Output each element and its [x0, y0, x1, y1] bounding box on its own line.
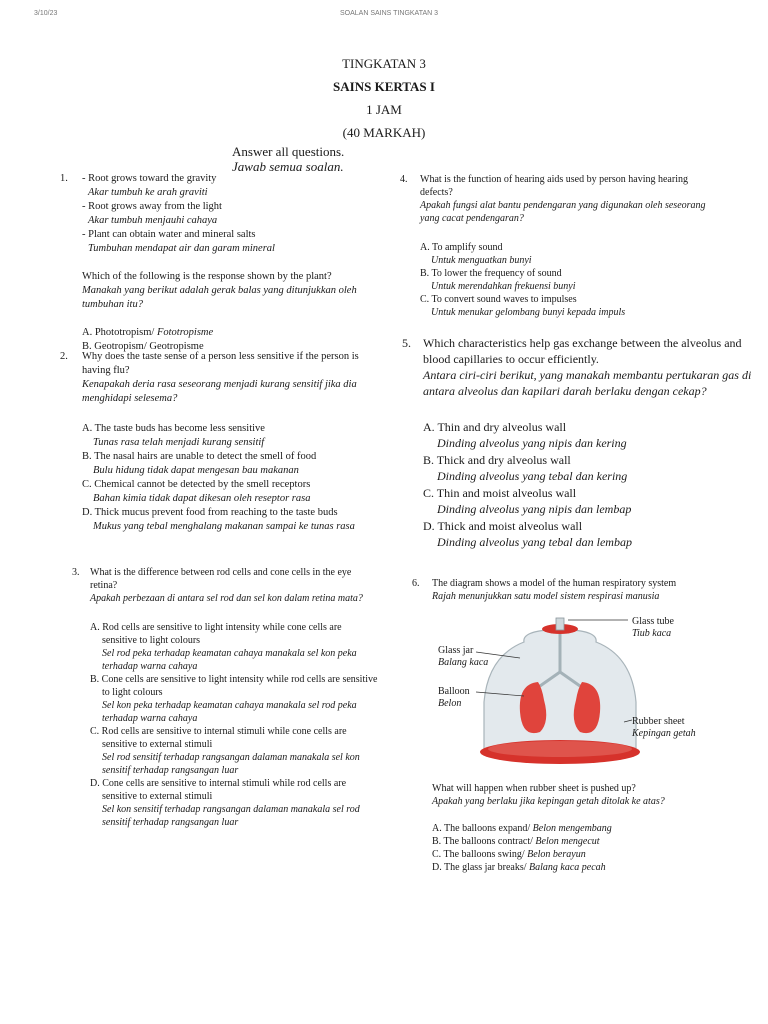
q1-stmt-1-ms: Akar tumbuh ke arah graviti — [88, 187, 208, 198]
q3-question-ms: Apakah perbezaan di antara sel rod dan sel kon dalam retina mata? — [90, 593, 363, 604]
q3-option-c: C. Rod cells are sensitive to internal stimuli while cone cells are sensitive to external stimuli Sel rod sensitif terhadap rangsangan dalaman manakala sel kon sensitif terhadap rangsangan luar — [90, 726, 360, 776]
q1-option-b-cut: B. Geotropism/ Geotropisme — [82, 341, 204, 352]
q1-option-a: A. Phototropism/ Fototropisme — [82, 327, 214, 338]
q5-question-en-2: blood capillaries to occur efficiently. — [423, 352, 599, 366]
q1-stmt-3-en: - Plant can obtain water and mineral salts — [82, 229, 256, 240]
q1-question-ms-2: tumbuhan itu? — [82, 299, 143, 310]
q4-option-c-ms: Untuk menukar gelombang bunyi kepada impuls — [431, 307, 626, 318]
q2-question-ms-1: Kenapakah deria rasa seseorang menjadi kurang sensitif jika dia — [82, 379, 357, 390]
q3-option-b: B. Cone cells are sensitive to light intensity while rod cells are sensitive to light colours Sel kon peka terhadap keamatan cahaya manakala sel rod peka terhadap warna cahaya — [90, 674, 378, 724]
label-glass-tube: Glass tube Tiub kaca — [632, 616, 674, 639]
q1-number: 1. — [60, 173, 68, 184]
title-form: TINGKATAN 3 — [342, 56, 426, 71]
q4-option-a-en: A. To amplify sound — [420, 242, 503, 253]
title-paper: SAINS KERTAS I — [333, 79, 435, 94]
q5-option-c-ms: Dinding alveolus yang nipis dan lembap — [437, 502, 632, 516]
q5-option-a-ms: Dinding alveolus yang nipis dan kering — [437, 436, 627, 450]
q5-question-ms-1: Antara ciri-ciri berikut, yang manakah membantu pertukaran gas di — [423, 368, 752, 382]
q3-question-en-1: What is the difference between rod cells and cone cells in the eye — [90, 567, 352, 578]
glass-tube — [556, 618, 564, 630]
q3-number: 3. — [72, 567, 80, 578]
q5-option-c-en: C. Thin and moist alveolus wall — [423, 486, 577, 500]
question-3 — [72, 566, 386, 829]
bell-jar-diagram — [436, 612, 736, 772]
q3-question-en-2: retina? — [90, 580, 118, 591]
q2-number: 2. — [60, 351, 68, 362]
question-1 — [60, 172, 382, 352]
q2-question-en-2: having flu? — [82, 365, 130, 376]
q5-option-d-en: D. Thick and moist alveolus wall — [423, 519, 583, 533]
q1-question-ms-1: Manakah yang berikut adalah gerak balas yang ditunjukkan oleh — [82, 285, 357, 296]
instructions — [232, 144, 344, 174]
q3-option-a: A. Rod cells are sensitive to light intensity while cone cells are sensitive to light colours Sel rod peka terhadap keamatan cahaya manakala sel kon peka terhadap warna cahaya — [90, 622, 357, 672]
q2-option-d-en: D. Thick mucus prevent food from reaching to the taste buds — [82, 507, 338, 518]
label-glass-jar: Glass jar Balang kaca — [438, 645, 489, 668]
q1-stmt-1-en: - Root grows toward the gravity — [82, 173, 217, 184]
page-header — [0, 10, 768, 22]
q4-number: 4. — [400, 174, 408, 185]
q6-option-c: C. The balloons swing/ Belon berayun — [432, 849, 586, 860]
q6-question-ms: Apakah yang berlaku jika kepingan getah ditolak ke atas? — [432, 796, 665, 807]
question-6 — [412, 577, 742, 603]
instruction-ms: Jawab semua soalan. — [232, 159, 344, 174]
q1-stmt-3-ms: Tumbuhan mendapat air dan garam mineral — [88, 243, 275, 254]
q2-option-d-ms: Mukus yang tebal menghalang makanan sampai ke tunas rasa — [93, 521, 355, 532]
q6-intro-ms: Rajah menunjukkan satu model sistem respirasi manusia — [432, 591, 660, 602]
q2-option-a-ms: Tunas rasa telah menjadi kurang sensitif — [93, 437, 265, 448]
question-2 — [60, 350, 382, 534]
q5-option-b-ms: Dinding alveolus yang tebal dan kering — [437, 469, 628, 483]
q2-option-c-en: C. Chemical cannot be detected by the smell receptors — [82, 479, 311, 490]
q3-option-d: D. Cone cells are sensitive to internal stimuli while rod cells are sensitive to external stimuli Sel kon sensitif terhadap rangsangan dalaman manakala sel rod sensitif terhadap rangsangan luar — [90, 778, 360, 828]
q4-question-en-1: What is the function of hearing aids used by person having hearing — [420, 174, 688, 185]
q6-question — [432, 782, 742, 874]
q6-option-b: B. The balloons contract/ Belon mengecut — [432, 836, 600, 847]
q1-stmt-2-ms: Akar tumbuh menjauhi cahaya — [88, 215, 218, 226]
q5-question-en-1: Which characteristics help gas exchange between the alveolus and — [423, 336, 742, 350]
q2-option-c-ms: Bahan kimia tidak dapat dikesan oleh reseptor rasa — [93, 493, 311, 504]
q1-question-en: Which of the following is the response shown by the plant? — [82, 271, 332, 282]
q1-stmt-2-en: - Root grows away from the light — [82, 201, 222, 212]
header-title: SOALAN SAINS TINGKATAN 3 — [340, 10, 439, 17]
title-duration: 1 JAM — [366, 102, 402, 117]
q5-option-b-en: B. Thick and dry alveolus wall — [423, 453, 571, 467]
q4-option-b-ms: Untuk merendahkan frekuensi bunyi — [431, 281, 576, 292]
q2-option-a-en: A. The taste buds has become less sensitive — [82, 423, 265, 434]
instruction-en: Answer all questions. — [232, 144, 345, 159]
q4-option-b-en: B. To lower the frequency of sound — [420, 268, 562, 279]
q2-option-b-ms: Bulu hidung tidak dapat mengesan bau makanan — [93, 465, 299, 476]
q2-option-b-en: B. The nasal hairs are unable to detect the smell of food — [82, 451, 317, 462]
q6-intro-en: The diagram shows a model of the human respiratory system — [432, 578, 677, 589]
header-date: 3/10/23 — [34, 10, 58, 17]
q5-option-a-en: A. Thin and dry alveolus wall — [423, 420, 567, 434]
q2-question-en-1: Why does the taste sense of a person less sensitive if the person is — [82, 351, 359, 362]
q4-option-a-ms: Untuk menguatkan bunyi — [431, 255, 532, 266]
q5-option-d-ms: Dinding alveolus yang tebal dan lembap — [437, 535, 632, 549]
q4-question-ms-2: yang cacat pendengaran? — [420, 213, 524, 224]
label-rubber-sheet: Rubber sheet Kepingan getah — [632, 716, 696, 739]
q4-question-en-2: defects? — [420, 187, 453, 198]
title-marks: (40 MARKAH) — [342, 125, 426, 140]
q6-number: 6. — [412, 578, 420, 589]
q6-question-en: What will happen when rubber sheet is pushed up? — [432, 783, 636, 794]
q4-question-ms-1: Apakah fungsi alat bantu pendengaran yang digunakan oleh seseorang — [420, 200, 706, 211]
question-4 — [400, 173, 730, 319]
label-balloon: Balloon Belon — [438, 686, 470, 709]
paper-title — [0, 56, 768, 148]
q6-option-a: A. The balloons expand/ Belon mengembang — [432, 823, 612, 834]
q5-number: 5. — [402, 336, 411, 350]
q4-option-c-en: C. To convert sound waves to impulses — [420, 294, 577, 305]
q5-question-ms-2: antara alveolus dan kapilari darah berlaku dengan cekap? — [423, 384, 707, 398]
question-5 — [402, 335, 753, 550]
q6-option-d: D. The glass jar breaks/ Balang kaca pecah — [432, 862, 606, 873]
q2-question-ms-2: menghidapi selesema? — [82, 393, 178, 404]
